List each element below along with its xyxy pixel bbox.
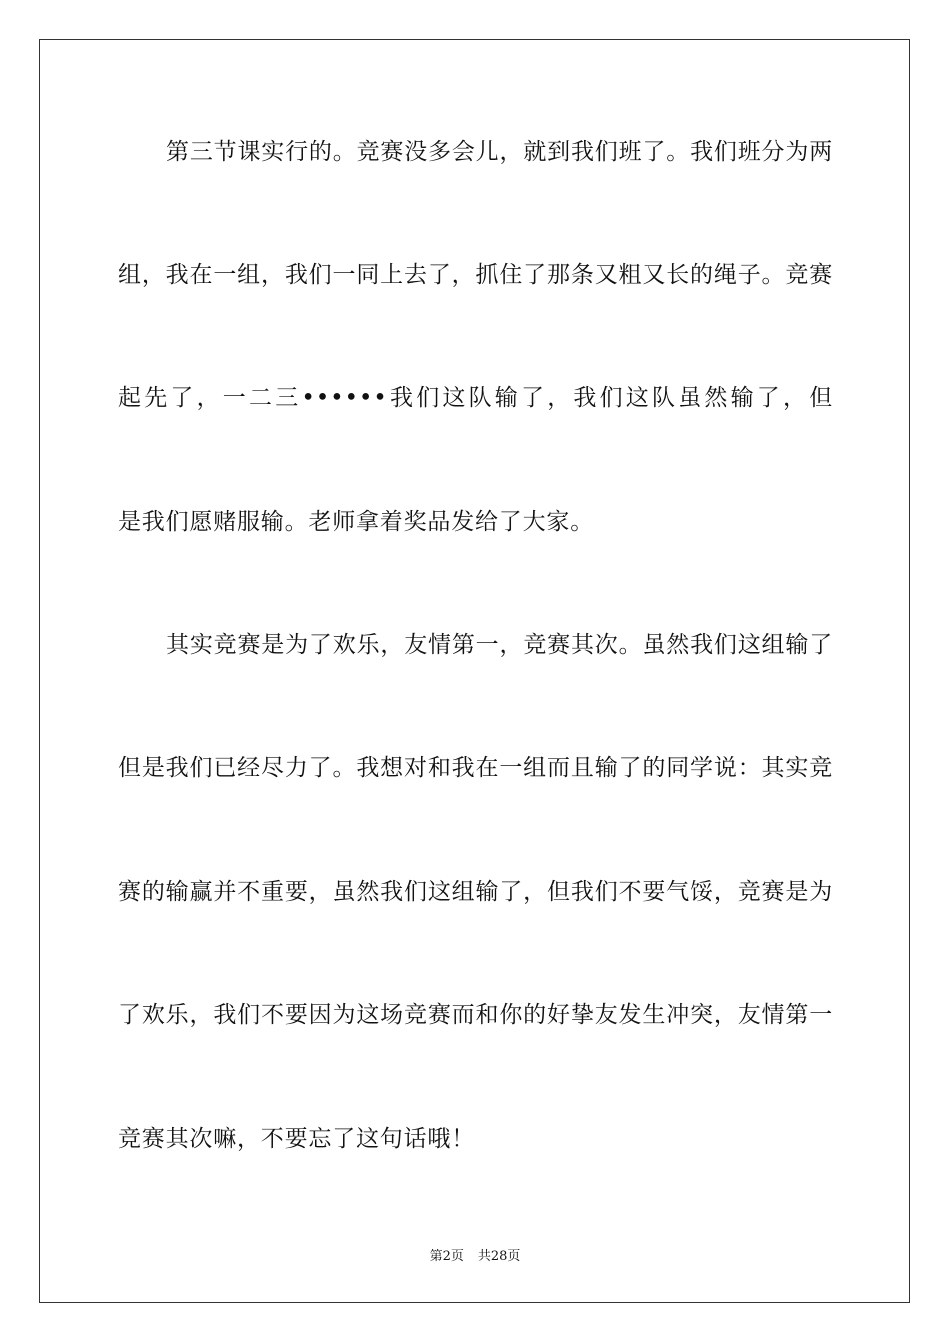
page-number: 第2页 [429,1249,464,1264]
page-frame [39,39,910,1303]
paragraph-2-line-1: 其实竞赛是为了欢乐，友情第一，竞赛其次。虽然我们这组输了 [166,632,833,658]
paragraph-1-line-3: 起先了，一二三••••••我们这队输了，我们这队虽然输了，但 [118,385,833,411]
page-total: 共28页 [477,1249,521,1264]
paragraph-1-line-4: 是我们愿赌服输。老师拿着奖品发给了大家。 [118,509,594,535]
paragraph-2-line-4: 了欢乐，我们不要因为这场竞赛而和你的好挚友发生冲突，友情第一 [118,1002,833,1028]
paragraph-2-line-2: 但是我们已经尽力了。我想对和我在一组而且输了的同学说：其实竞 [118,755,833,781]
paragraph-1-line-1: 第三节课实行的。竞赛没多会儿，就到我们班了。我们班分为两 [166,139,833,165]
page-footer [0,1248,950,1266]
paragraph-2-line-5: 竞赛其次嘛，不要忘了这句话哦！ [118,1126,475,1152]
paragraph-1-line-2: 组，我在一组，我们一同上去了，抓住了那条又粗又长的绳子。竞赛 [118,262,833,288]
paragraph-2-line-3: 赛的输赢并不重要，虽然我们这组输了，但我们不要气馁，竞赛是为 [118,879,833,905]
